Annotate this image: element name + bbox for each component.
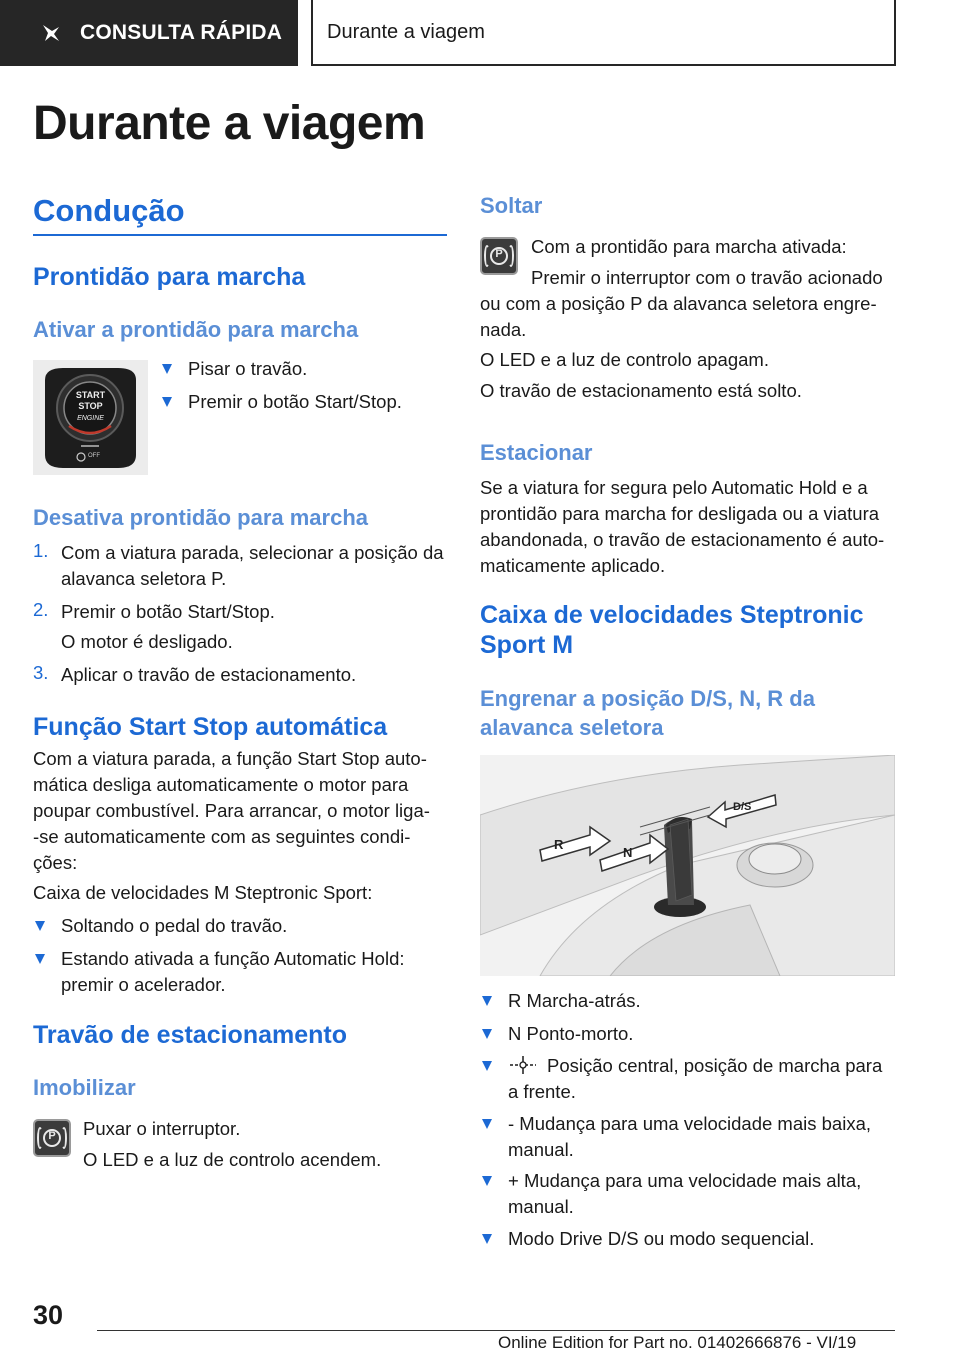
funcao-line: poupar combustível. Para arrancar, o motor liga- <box>33 800 430 821</box>
heading-conducao: Condução <box>33 193 185 228</box>
footer-edition: Online Edition for Part no. 01402666876 - VI/19 <box>498 1333 857 1352</box>
gear-item: a frente. <box>508 1081 576 1102</box>
stop-label: STOP <box>78 401 103 411</box>
heading-desativa: Desativa prontidão para marcha <box>33 505 369 530</box>
step-text: alavanca seletora P. <box>61 568 227 589</box>
gear-item: Modo Drive D/S ou modo sequencial. <box>508 1228 815 1249</box>
imobilizar-line: Puxar o interruptor. <box>83 1118 241 1139</box>
gear-label-ds: D/S <box>733 801 752 813</box>
parking-brake-icon <box>480 237 518 275</box>
heading-rule <box>33 234 447 236</box>
soltar-line: O LED e a luz de controlo apagam. <box>480 349 769 370</box>
gear-item: N Ponto-morto. <box>508 1023 634 1044</box>
funcao-line: ções: <box>33 852 78 873</box>
step-text: Premir o botão Start/Stop. <box>61 601 275 622</box>
soltar-line: ou com a posição P da alavanca seletora engre- <box>480 293 877 314</box>
soltar-line: Premir o interruptor com o travão acionado <box>531 267 883 288</box>
sparkle-icon <box>40 22 62 44</box>
heading-ativar: Ativar a prontidão para marcha <box>33 317 359 342</box>
gear-item: manual. <box>508 1196 574 1217</box>
imobilizar-line: O LED e a luz de controlo acendem. <box>83 1149 382 1170</box>
gear-item: + Mudança para uma velocidade mais alta, <box>508 1170 862 1191</box>
quick-reference-label: CONSULTA RÁPIDA <box>80 21 283 44</box>
start-label: START <box>75 390 106 400</box>
heading-engrenar-line: Engrenar a posição D/S, N, R da <box>480 686 815 711</box>
gear-label-r: R <box>554 837 564 852</box>
step-number: 2. <box>33 599 49 620</box>
section-tab-label: Durante a viagem <box>327 20 485 43</box>
step-subtext: O motor é desligado. <box>61 631 233 652</box>
bullet-icon <box>482 1021 496 1047</box>
heading-travao: Travão de estacionamento <box>33 1021 348 1049</box>
bullet-icon <box>482 1053 496 1079</box>
step-number: 1. <box>33 540 49 561</box>
center-position-icon <box>508 1054 538 1076</box>
gear-selector-illustration <box>480 755 895 976</box>
start-stop-button-image <box>33 360 148 475</box>
bullet-icon <box>162 356 176 382</box>
ativar-item: Pisar o travão. <box>188 358 308 379</box>
heading-prontidao: Prontidão para marcha <box>33 263 306 291</box>
heading-caixa-line: Sport M <box>480 631 574 659</box>
funcao-item: Estando ativada a função Automatic Hold: <box>61 948 405 969</box>
gear-item: R Marcha-atrás. <box>508 990 641 1011</box>
gear-item: Posição central, posição de marcha para <box>547 1055 883 1076</box>
funcao-line: Com a viatura parada, a função Start Stop auto- <box>33 748 427 769</box>
funcao-item: Soltando o pedal do travão. <box>61 915 288 936</box>
heading-engrenar-line: alavanca seletora <box>480 715 664 740</box>
bullet-icon <box>35 946 49 972</box>
heading-funcao: Função Start Stop automática <box>33 713 388 741</box>
bullet-icon <box>35 913 49 939</box>
soltar-line: Com a prontidão para marcha ativada: <box>531 236 847 257</box>
heading-imobilizar: Imobilizar <box>33 1075 136 1100</box>
funcao-item: premir o acelerador. <box>61 974 226 995</box>
off-label: OFF <box>88 453 100 459</box>
footer-rule <box>97 1330 895 1331</box>
gear-item: manual. <box>508 1139 574 1160</box>
engine-label: ENGINE <box>77 415 104 422</box>
bullet-icon <box>162 389 176 415</box>
section-tab[interactable] <box>311 0 896 66</box>
bullet-icon <box>482 1226 496 1252</box>
gear-label-n: N <box>623 845 633 860</box>
ativar-item: Premir o botão Start/Stop. <box>188 391 402 412</box>
bullet-icon <box>482 1168 496 1194</box>
heading-engrenar <box>480 684 815 742</box>
parking-brake-icon <box>33 1119 71 1157</box>
estacionar-line: maticamente aplicado. <box>480 555 666 576</box>
step-number: 3. <box>33 662 49 683</box>
estacionar-line: Se a viatura for segura pelo Automatic Hold e a <box>480 477 868 498</box>
funcao-line: mática desliga automaticamente o motor para <box>33 774 409 795</box>
quick-reference-tab[interactable] <box>0 0 298 66</box>
funcao-line: -se automaticamente com as seguintes condi- <box>33 826 411 847</box>
estacionar-line: abandonada, o travão de estacionamento é auto- <box>480 529 885 550</box>
page-number: 30 <box>33 1300 64 1330</box>
step-text: Com a viatura parada, selecionar a posição da <box>61 542 444 563</box>
soltar-line: nada. <box>480 319 527 340</box>
bullet-icon <box>482 1111 496 1137</box>
page-header <box>0 0 960 66</box>
page-title: Durante a viagem <box>33 97 426 150</box>
step-text: Aplicar o travão de estacionamento. <box>61 664 357 685</box>
heading-soltar: Soltar <box>480 193 543 218</box>
heading-caixa-line: Caixa de velocidades Steptronic <box>480 601 864 629</box>
bullet-icon <box>482 988 496 1014</box>
caixa-line: Caixa de velocidades M Steptronic Sport: <box>33 882 373 903</box>
soltar-line: O travão de estacionamento está solto. <box>480 380 802 401</box>
heading-estacionar: Estacionar <box>480 440 593 465</box>
gear-item: - Mudança para uma velocidade mais baixa, <box>508 1113 871 1134</box>
estacionar-line: prontidão para marcha for desligada ou a viatura <box>480 503 880 524</box>
gear-selector-image <box>480 755 895 976</box>
heading-caixa <box>480 600 863 660</box>
